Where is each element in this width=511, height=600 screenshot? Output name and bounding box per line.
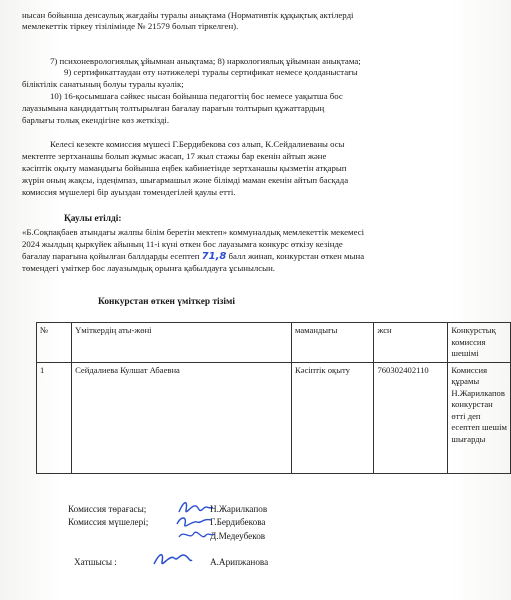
text-line: 2024 жылдың қыркүйек айының 11-і күні өткен бос лауазымға конкурс өткізу кезінде	[22, 239, 343, 249]
text-line: комиссия мүшелері бір ауыздан төмендегілей қаулы етті.	[22, 187, 236, 197]
secretary-name: А.Арипжанова	[210, 557, 269, 567]
text-line	[22, 251, 364, 262]
cell-decision: Комиссия құрамы Н.Жарилкапов конкурстан өтті деп есептеп шешім шығарды	[448, 362, 511, 473]
text-line: мемлекеттік тіркеу тізілімінде № 21579 болып тіркелген).	[22, 21, 239, 31]
table-row	[37, 362, 511, 473]
text-line: 10) 16-қосымшаға сәйкес нысан бойынша педагогтің бос немесе уақытша бос	[50, 91, 343, 101]
text-line: 9) сертификаттаудан өту нәтижелері туралы сертификат немесе қолданыстағы	[64, 67, 358, 77]
member2-name: Д.Медеубеков	[210, 531, 266, 541]
member1-name: Г.Бердибекова	[210, 517, 266, 527]
cell-specialty: Кәсіптік оқыту	[291, 362, 374, 473]
text-line: 7) психоневрологиялық ұйымнан анықтама; 8) наркологиялық ұйымнан анықтама;	[50, 56, 361, 66]
text-line: біліктілік санатының болуы туралы куәлік;	[22, 79, 184, 89]
secretary-label: Хатшысы :	[74, 557, 117, 567]
header-decision: Конкурстық комиссия шешімі	[448, 323, 511, 363]
text-line: лауазымына кандидаттың толтырылған бағалау парағын толтырып құжаттардың	[22, 103, 325, 113]
text-line: кәсіптік оқыту мамандығы бойынша еңбек кабинетінде зертханашы қызметін атқарып	[22, 163, 347, 173]
resolution-heading: Қаулы етілді:	[64, 214, 122, 224]
text-line: нысан бойынша денсаулық жағдайы туралы анықтама (Нормативтік құқықтық актілерді	[22, 10, 354, 20]
header-specialty: мамандығы	[291, 323, 374, 363]
chair-name: Н.Жарилкапов	[210, 504, 268, 514]
chair-label: Комиссия төрағасы;	[68, 504, 147, 514]
text-fragment: бағалау парағына қойылған баллдарды есептеп	[22, 251, 200, 261]
text-line: «Б.Соқпақбаев атындағы жалпы білім беретін мектеп» коммуналдық мемлекеттік мекемесі	[22, 227, 365, 237]
handwritten-score: 71,8	[201, 251, 227, 262]
list-title: Конкурстан өткен үміткер тізімі	[98, 297, 236, 307]
cell-name: Сейдалиева Кулшат Абаевна	[72, 362, 292, 473]
text-line: барлығы толық екендігіне көз жеткізді.	[22, 115, 170, 125]
cell-iin: 760302402110	[374, 362, 448, 473]
header-iin: жсн	[374, 323, 448, 363]
text-fragment: балл жинап, конкурстан өткен мына	[228, 251, 365, 261]
text-line: жүрін оның жақсы, іздеңімпаз, шығармашыл және білімді маман екенін айтып басқада	[22, 175, 349, 185]
secretary-signature-icon	[150, 548, 194, 572]
text-line: төмендегі үміткер бос лауазымдық орынға қабылдауға ұсынылсын.	[22, 263, 275, 273]
candidates-table	[36, 322, 511, 474]
members-label: Комиссия мүшелері;	[68, 517, 149, 527]
table-header-row	[37, 323, 511, 363]
text-line: мектепте зертханашы болып жұмыс жасап, 17 жыл стажы бар екенін айтып және	[22, 151, 327, 161]
header-number: №	[37, 323, 72, 363]
header-name: Үміткердің аты-жөні	[72, 323, 292, 363]
text-line: Келесі кезекте комиссия мүшесі Г.Бердибекова сөз алып, К.Сейдалиеваны осы	[50, 139, 345, 149]
cell-number: 1	[37, 362, 72, 473]
